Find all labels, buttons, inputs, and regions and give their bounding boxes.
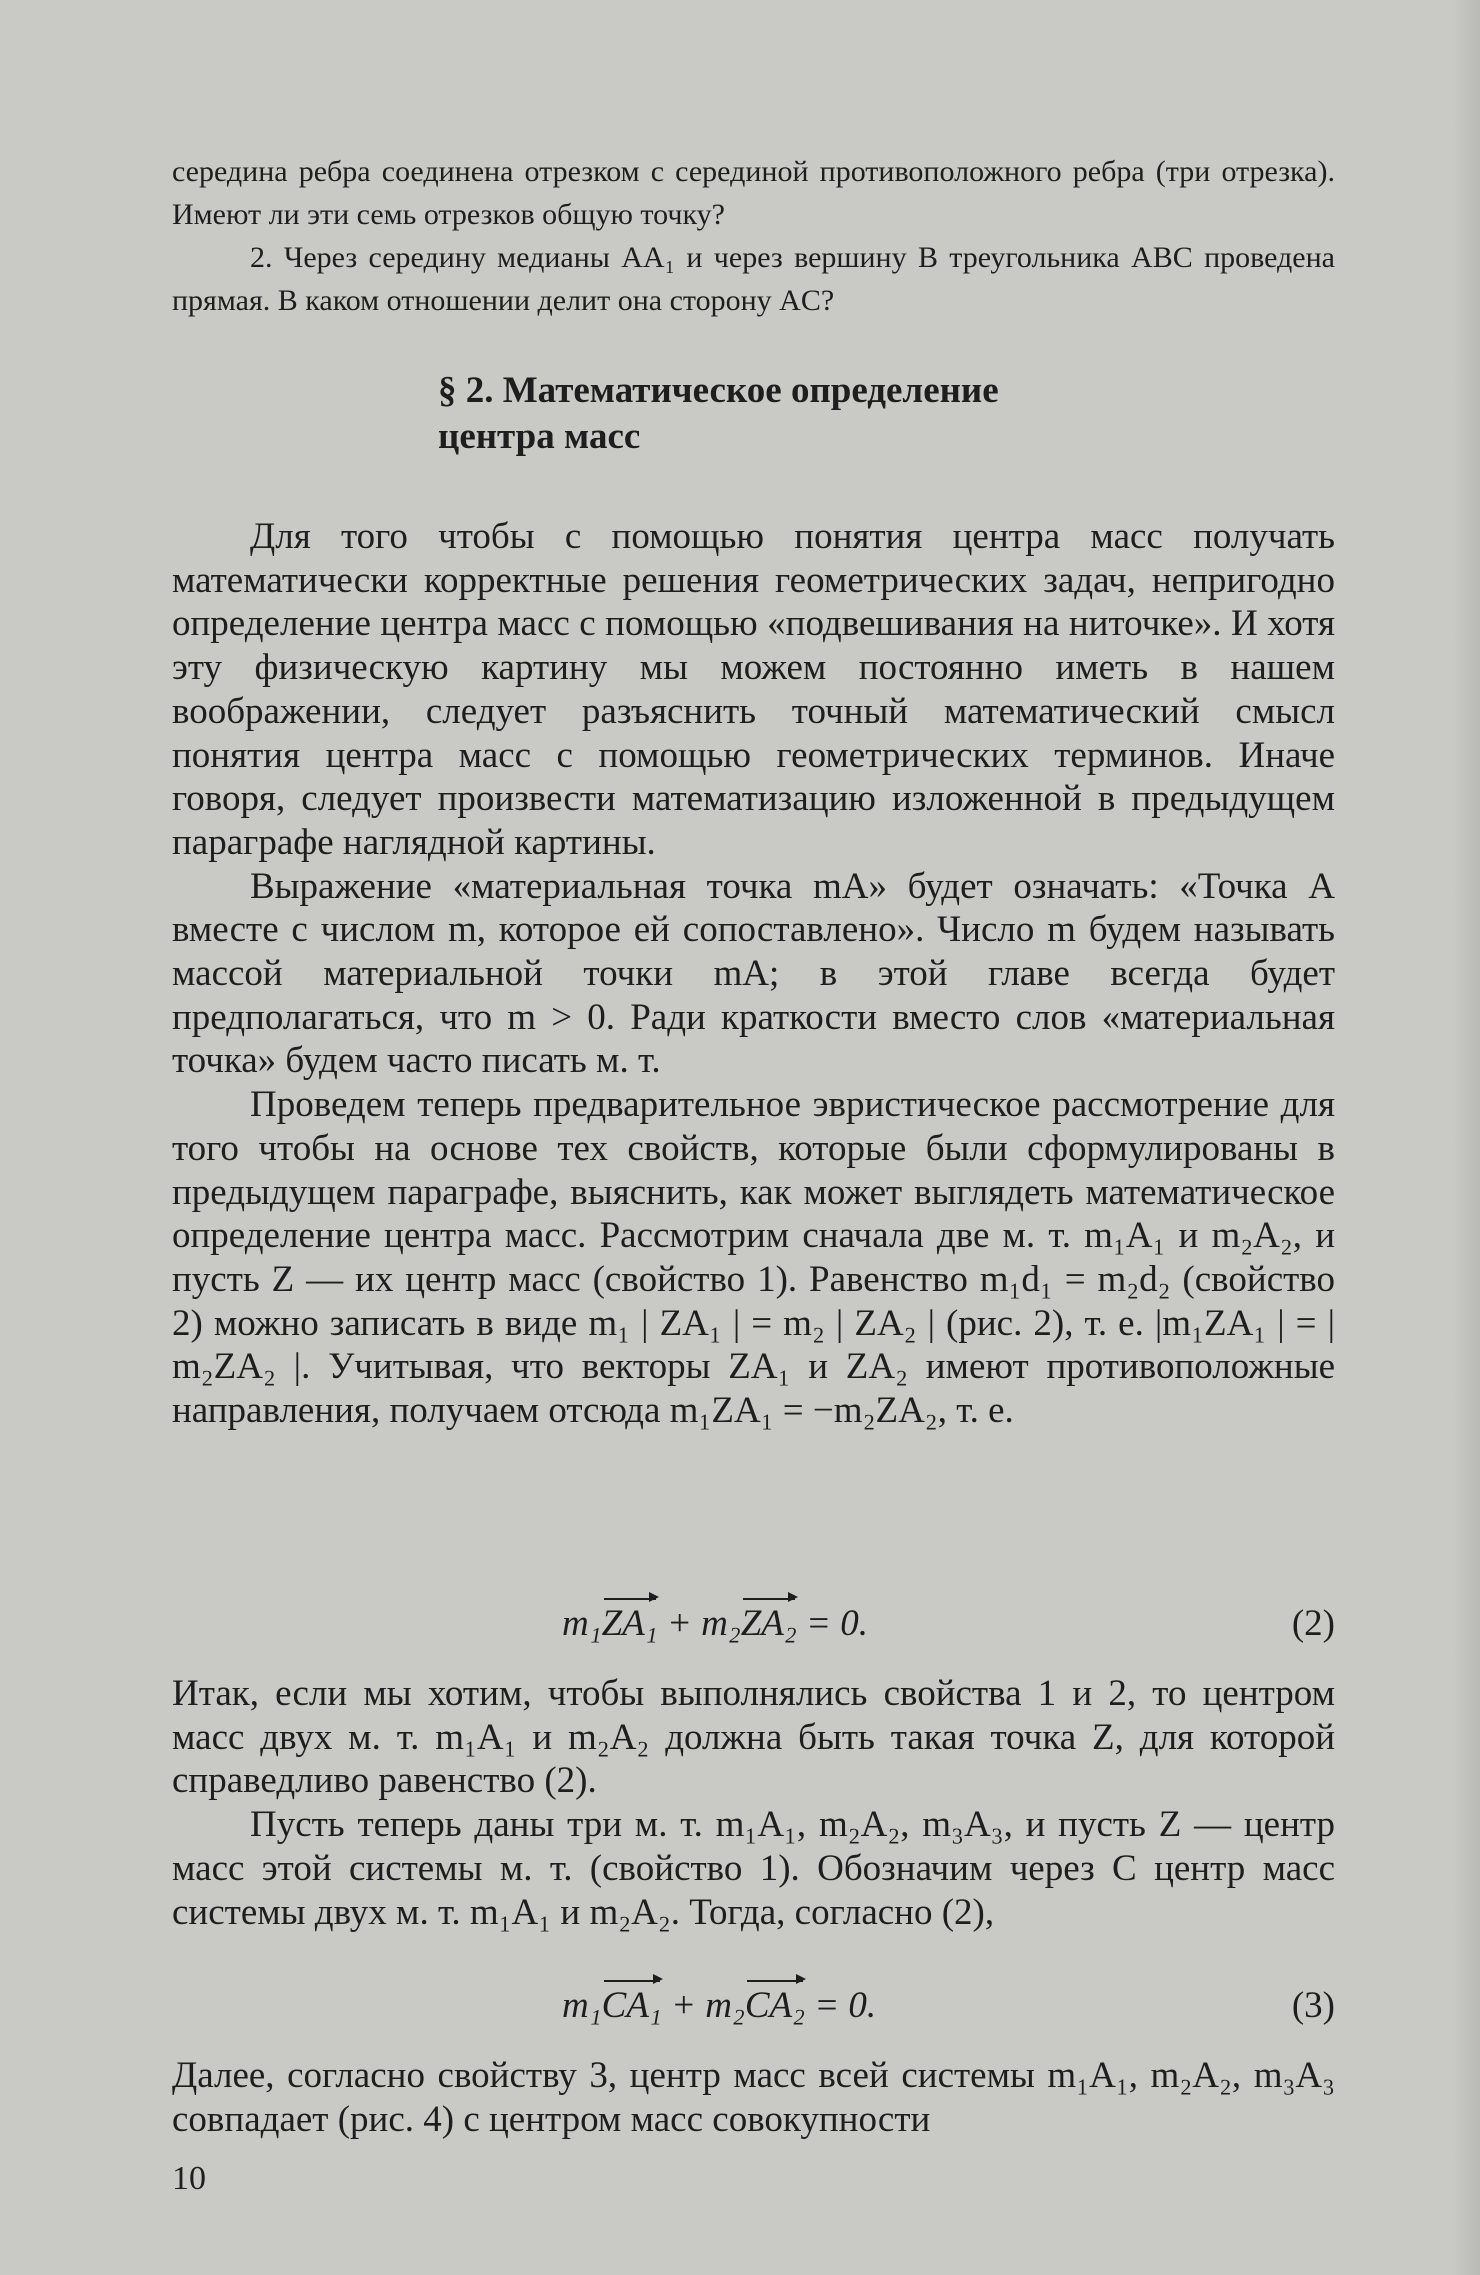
section-heading-line2: центра масс (438, 416, 641, 457)
paragraph-2: Выражение «материальная точка mA» будет означать: «Точка A вместе с числом m, которое ей сопоставлено». Число m будем называть массой материальной точки mA; в этой главе всегда будет предполагаться, что m > 0. Ради краткости вместо слов «материальная точка» будем часто писать м. т. (172, 865, 1335, 1082)
paragraph-4: Итак, если мы хотим, чтобы выполнялись свойства 1 и 2, то центром масс двух м. т. m₁A₁ и m₂A₂ должна быть такая точка Z, для которой справедливо равенство (2). (172, 1673, 1335, 1802)
equation-2-formula (562, 1602, 868, 1645)
eq2-plus: + (666, 1603, 692, 1644)
eq3-vector-2: CA₂ (744, 1985, 805, 2026)
equation-3-formula (562, 1984, 876, 2027)
equation-3 (172, 1984, 1335, 2030)
body-block-2 (172, 1672, 1335, 1934)
eq3-m2: m₂ (705, 1985, 745, 2026)
eq2-m1: m₁ (562, 1603, 602, 1644)
eq2-rhs: = 0. (806, 1603, 868, 1644)
body-block-3 (172, 2054, 1335, 2141)
eq2-m2: m₂ (701, 1603, 741, 1644)
eq3-plus: + (671, 1985, 696, 2026)
eq3-vector-1: CA₁ (601, 1985, 662, 2026)
eq2-vector-2: ZA₂ (740, 1603, 797, 1644)
body-block-1 (172, 515, 1335, 1433)
exercise-fragment: середина ребра соединена отрезком с серединой противоположного ребра (три отрезка). Имеют ли эти семь отрезков общую точку? (172, 155, 1335, 231)
exercise-2: 2. Через середину медианы AA₁ и через вершину B треугольника ABC проведена прямая. В каком отношении делит она сторону AC? (172, 241, 1335, 317)
page-number: 10 (172, 2160, 206, 2197)
equation-2-number: (2) (1291, 1603, 1335, 1644)
previous-exercises (172, 150, 1335, 322)
section-heading (438, 368, 1138, 460)
paragraph-3: Проведем теперь предварительное эвристическое рассмотрение для того чтобы на основе тех свойств, которые были сформулированы в предыдущем параграфе, выяснить, как может выглядеть математическое определение центра масс. Рассмотрим сначала две м. т. m₁A₁ и m₂A₂, и пусть Z — их центр масс (свойство 1). Равенство m₁d₁ = m₂d₂ (свойство 2) можно записать в виде m₁ | ZA₁ | = m₂ | ZA₂ | (рис. 2), т. е. |m₁ZA₁ | = | m₂ZA₂ |. Учитывая, что векторы ZA₁ и ZA₂ имеют противоположные направления, получаем отсюда m₁ZA₁ = −m₂ZA₂, т. е. (172, 1084, 1335, 1432)
scan-edge (1452, 0, 1480, 2275)
paragraph-6: Далее, согласно свойству 3, центр масс всей системы m₁A₁, m₂A₂, m₃A₃ совпадает (рис. 4) с центром масс совокупности (172, 2055, 1335, 2140)
eq2-vector-1: ZA₁ (601, 1603, 658, 1644)
eq3-m1: m₁ (562, 1985, 602, 2026)
paragraph-5: Пусть теперь даны три м. т. m₁A₁, m₂A₂, m₃A₃, и пусть Z — центр масс этой системы м. т. (свойство 1). Обозначим через C центр масс системы двух м. т. m₁A₁ и m₂A₂. Тогда, согласно (2), (172, 1804, 1335, 1933)
paragraph-1: Для того чтобы с помощью понятия центра масс получать математически корректные решения геометрических задач, непригодно определение центра масс с помощью «подвешивания на ниточке». И хотя эту физическую картину мы можем постоянно иметь в нашем воображении, следует разъяснить точный математический смысл понятия центра масс с помощью геометрических терминов. Иначе говоря, следует произвести математизацию изложенной в предыдущем параграфе наглядной картины. (172, 516, 1335, 863)
equation-3-number: (3) (1291, 1985, 1335, 2026)
eq3-rhs: = 0. (814, 1985, 877, 2026)
equation-2 (172, 1602, 1335, 1648)
section-heading-line1: § 2. Математическое определение (438, 370, 999, 411)
